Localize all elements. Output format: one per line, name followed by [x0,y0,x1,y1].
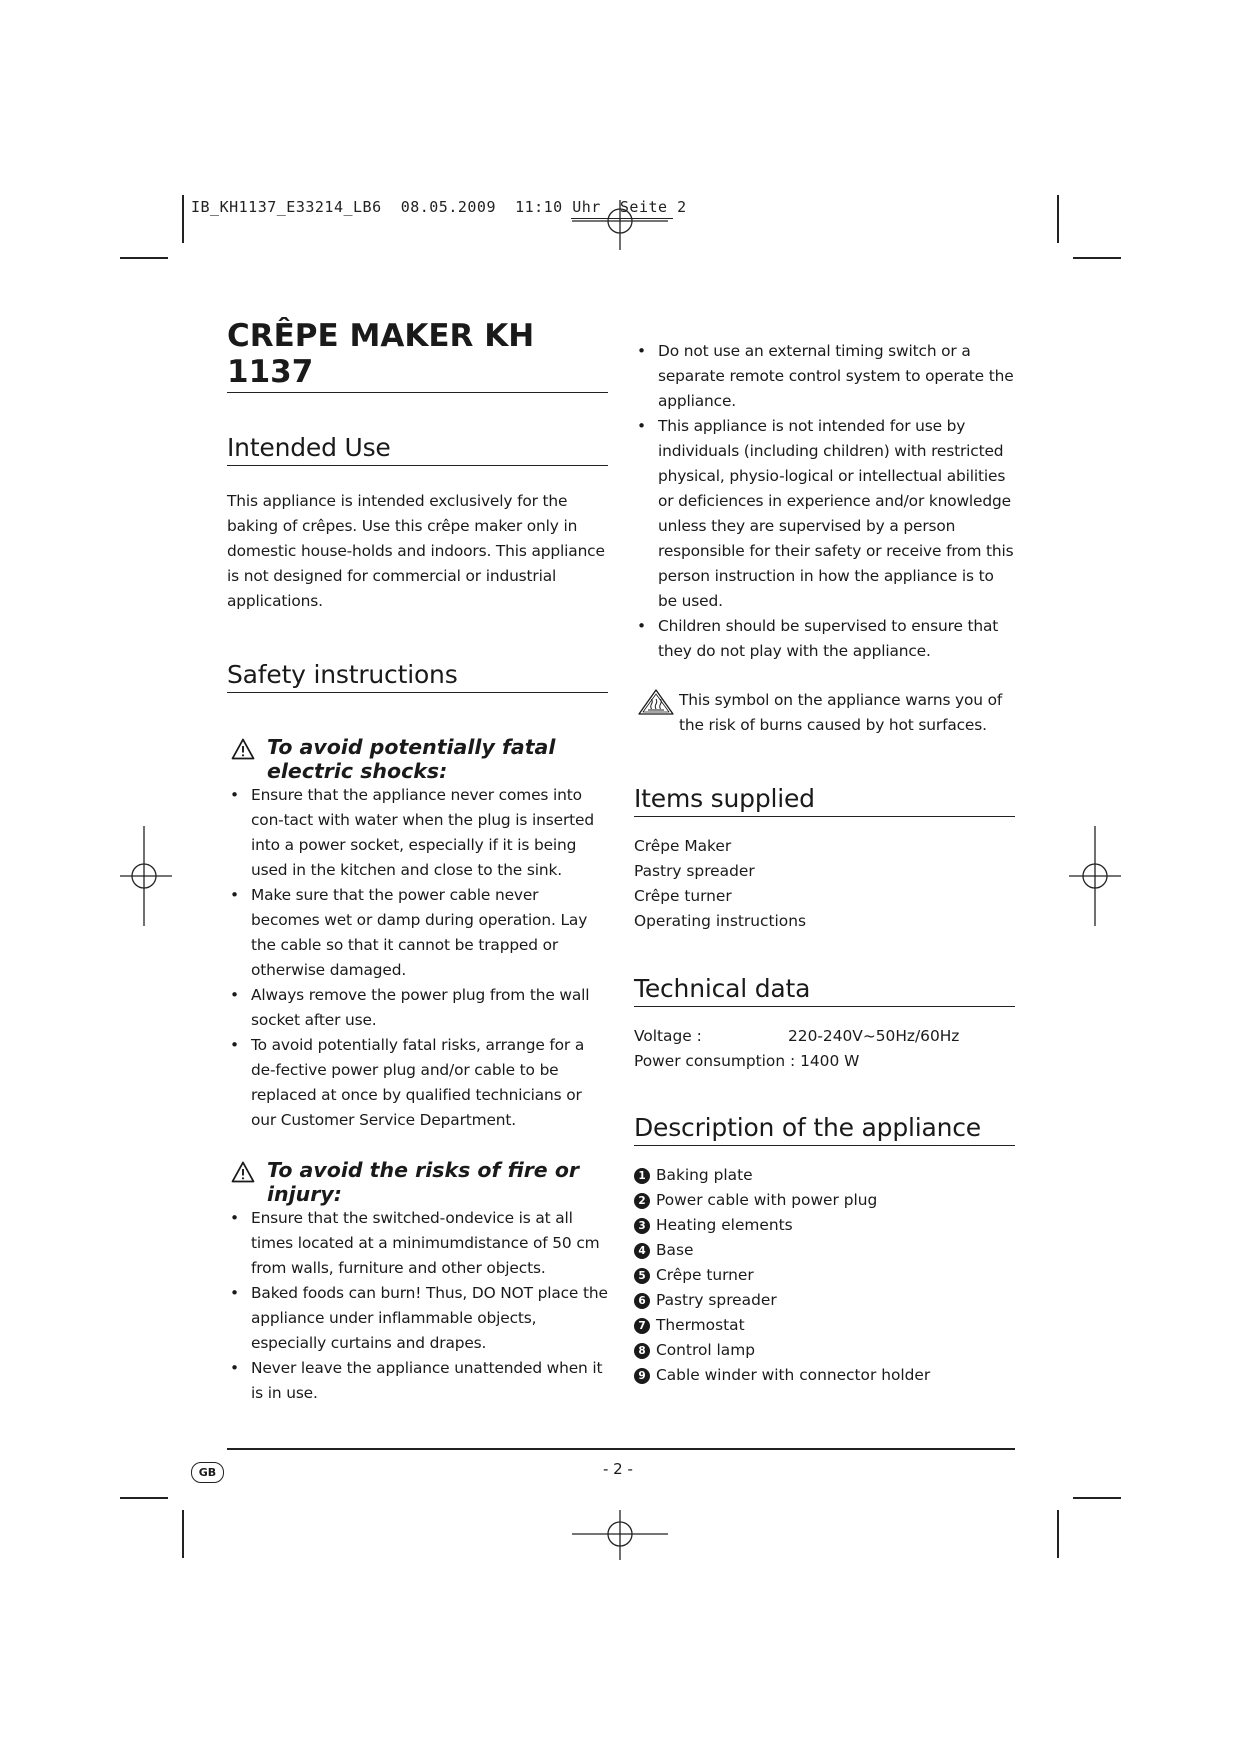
slug-underline [571,218,673,219]
number-badge-icon: 5 [634,1268,650,1284]
technical-data-table [634,1024,1015,1074]
tech-value: 1400 W [800,1052,860,1070]
description-heading: Description of the appliance [634,1113,1015,1146]
list-item-label: Power cable with power plug [656,1191,878,1209]
items-supplied-heading: Items supplied [634,784,1015,817]
tech-row-voltage [634,1024,1015,1049]
list-item: Operating instructions [634,912,806,930]
slug-time: 11:10 Uhr [515,198,601,216]
list-item: • Do not use an external timing switch or a separate remote control system to operate the appliance. [634,339,1015,414]
warning-icon [231,738,255,760]
list-item: Pastry spreader [634,862,755,880]
list-item-label: Cable winder with connector holder [656,1366,931,1384]
list-item: • To avoid potentially fatal risks, arrange for a de-fective power plug and/or cable to be replaced at once by qualified technicians or our Customer Service Department. [227,1033,608,1133]
list-item: • Make sure that the power cable never becomes wet or damp during operation. Lay the cable so that it cannot be trapped or otherwise damaged. [227,883,608,983]
list-item [634,1288,1015,1313]
hot-surface-icon [637,688,675,716]
tech-row-power [634,1049,1015,1074]
intended-use-heading: Intended Use [227,433,608,466]
tech-label: Power consumption : [634,1052,796,1070]
list-item: • Never leave the appliance unattended when it is in use. [227,1356,608,1406]
number-badge-icon: 4 [634,1243,650,1259]
list-item-label: Crêpe turner [656,1266,754,1284]
number-badge-icon: 7 [634,1318,650,1334]
electric-warning-list [227,783,608,1133]
list-item [634,1338,1015,1363]
slug-date: 08.05.2009 [400,198,496,216]
list-item-label: Pastry spreader [656,1291,777,1309]
list-item-label: Control lamp [656,1341,755,1359]
number-badge-icon: 2 [634,1193,650,1209]
warning-icon [231,1161,255,1183]
electric-warning-text: To avoid potentially fatal electric shocks: [267,735,556,783]
number-badge-icon: 1 [634,1168,650,1184]
list-item [634,1213,1015,1238]
list-item [634,1163,1015,1188]
list-item [634,1238,1015,1263]
intended-use-text: This appliance is intended exclusively for the baking of crêpes. Use this crêpe maker only in domestic house-holds and indoors. This appliance is not designed for commercial or industrial applications. [227,492,605,610]
fire-warning-heading [227,1158,608,1206]
list-item: • Ensure that the appliance never comes into con-tact with water when the plug is inserted into a power socket, especially if it is being used in the kitchen and close to the sink. [227,783,608,883]
list-item [634,1313,1015,1338]
slug-file: IB_KH1137_E33214_LB6 [191,198,382,216]
hot-surface-note [634,688,1015,738]
list-item: Crêpe Maker [634,837,732,855]
list-item [634,1263,1015,1288]
list-item: Crêpe turner [634,887,732,905]
right-column [634,339,1015,1388]
footer-rule [227,1448,1015,1450]
description-list [634,1163,1015,1388]
technical-data-heading: Technical data [634,974,1015,1007]
list-item-label: Heating elements [656,1216,793,1234]
list-item-label: Baking plate [656,1166,753,1184]
list-item: • Baked foods can burn! Thus, DO NOT place the appliance under inflammable objects, especially curtains and drapes. [227,1281,608,1356]
electric-warning-heading [227,735,608,783]
slug-page: Seite 2 [619,198,687,216]
list-item: • Always remove the power plug from the wall socket after use. [227,983,608,1033]
tech-value: 220-240V~50Hz/60Hz [788,1027,960,1045]
safety-heading: Safety instructions [227,660,608,693]
number-badge-icon: 9 [634,1368,650,1384]
list-item: • This appliance is not intended for use by individuals (including children) with restricted physical, physio-logical or intellectual abilities or deficiences in experience and/or knowledge unless they are supervised by a person responsible for their safety or receive from this person instruction in how the appliance is to be used. [634,414,1015,614]
fire-warning-list [227,1206,608,1406]
hot-surface-text: This symbol on the appliance warns you of the risk of burns caused by hot surfaces. [679,691,1003,734]
page-title: CRÊPE MAKER KH 1137 [227,318,608,393]
country-badge: GB [191,1462,224,1483]
registration-mark-left [120,826,172,926]
left-column [227,318,608,1406]
number-badge-icon: 6 [634,1293,650,1309]
items-supplied-list [634,834,1015,934]
registration-mark-bottom [570,1510,670,1560]
tech-label: Voltage : [634,1027,702,1045]
number-badge-icon: 8 [634,1343,650,1359]
list-item [634,1188,1015,1213]
list-item-label: Thermostat [656,1316,745,1334]
list-item [634,1363,1015,1388]
page-number: - 2 - [603,1460,633,1478]
list-item: • Ensure that the switched-ondevice is at all times located at a minimumdistance of 50 cm from walls, furniture and other objects. [227,1206,608,1281]
safety-continued-list [634,339,1015,664]
print-slug [191,198,687,216]
number-badge-icon: 3 [634,1218,650,1234]
fire-warning-text: To avoid the risks of fire or injury: [267,1158,580,1206]
list-item: • Children should be supervised to ensure that they do not play with the appliance. [634,614,1015,664]
list-item-label: Base [656,1241,694,1259]
registration-mark-right [1069,826,1121,926]
